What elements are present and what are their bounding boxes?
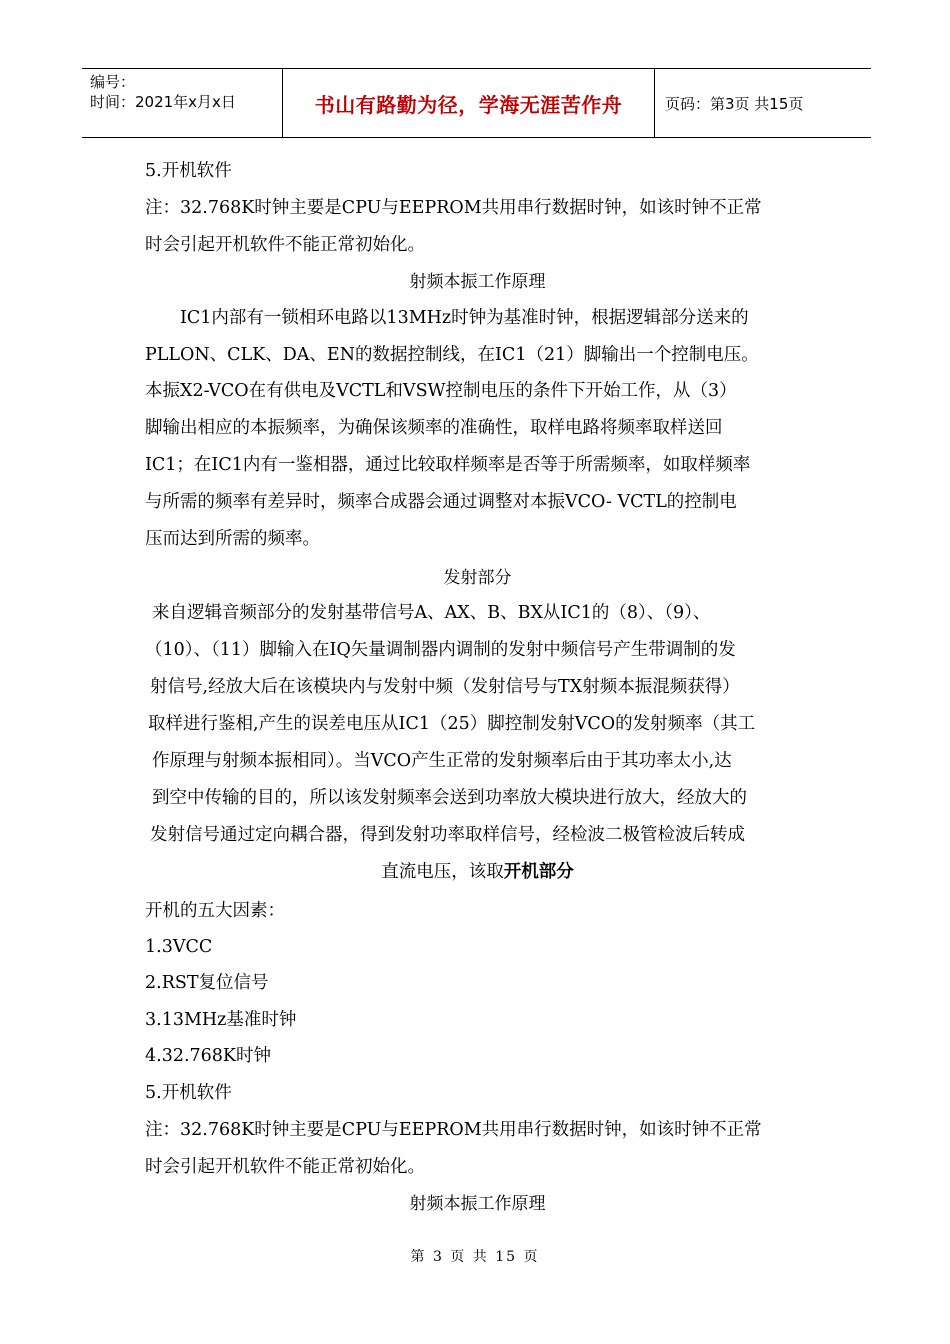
paragraph-line xyxy=(145,854,810,890)
page-footer: 第 3 页 共 15 页 xyxy=(410,1249,540,1265)
paragraph-line: 发射信号通过定向耦合器，得到发射功率取样信号，经检波二极管检波后转成 xyxy=(150,825,745,845)
paragraph-line: 开机的五大因素： xyxy=(145,901,285,921)
list-item: 5.开机软件 xyxy=(145,161,232,181)
paragraph-line: 射信号,经放大后在该模块内与发射中频（发射信号与TX射频本振混频获得） xyxy=(150,677,740,697)
section-heading-tx: 发射部分 xyxy=(443,568,512,588)
paragraph-line: IC1内部有一锁相环电路以13MHz时钟为基准时钟，根据逻辑部分送来的 xyxy=(180,308,749,328)
note-line: 注：32.768K时钟主要是CPU与EEPROM共用串行数据时钟，如该时钟不正常 xyxy=(145,198,762,218)
inline-heading-boot: 开机部分 xyxy=(503,862,574,882)
paragraph-line: （10）、（11）脚输入在IQ矢量调制器内调制的发射中频信号产生带调制的发 xyxy=(145,640,736,660)
text-plain: 直流电压，该取 xyxy=(381,862,504,882)
list-item: 1.3VCC xyxy=(145,937,213,957)
header-meta xyxy=(82,69,282,137)
paragraph-line: 压而达到所需的频率。 xyxy=(145,529,320,549)
paragraph-line: 本振X2-VCO在有供电及VCTL和VSW控制电压的条件下开始工作，从（3） xyxy=(145,381,737,401)
paragraph-line: 到空中传输的目的，所以该发射频率会送到功率放大模块进行放大，经放大的 xyxy=(152,788,747,808)
header-page-info: 页码：第3页 共15页 xyxy=(665,94,804,113)
paragraph-line: 脚输出相应的本振频率，为确保该频率的准确性，取样电路将频率取样送回 xyxy=(145,418,723,438)
note-line: 注：32.768K时钟主要是CPU与EEPROM共用串行数据时钟，如该时钟不正常 xyxy=(145,1120,762,1140)
paragraph-line: 作原理与射频本振相同）。当VCO产生正常的发射频率后由于其功率太小,达 xyxy=(152,751,732,771)
header-number: 编号： xyxy=(90,73,136,91)
list-item: 4.32.768K时钟 xyxy=(145,1046,272,1066)
list-item: 5.开机软件 xyxy=(145,1083,232,1103)
paragraph-line: 与所需的频率有差异时，频率合成器会通过调整对本振VCO- VCTL的控制电 xyxy=(145,492,737,512)
paragraph-line: IC1；在IC1内有一鉴相器，通过比较取样频率是否等于所需频率，如取样频率 xyxy=(145,455,751,475)
section-heading-rf: 射频本振工作原理 xyxy=(409,272,546,292)
list-item: 3.13MHz基准时钟 xyxy=(145,1010,297,1030)
paragraph-line: 取样进行鉴相,产生的误差电压从IC1（25）脚控制发射VCO的发射频率（其工 xyxy=(148,714,756,734)
header-motto: 书山有路勤为径，学海无涯苦作舟 xyxy=(282,69,655,137)
paragraph-line: 来自逻辑音频部分的发射基带信号A、AX、B、BX从IC1的（8）、（9）、 xyxy=(152,603,711,623)
list-item: 2.RST复位信号 xyxy=(145,973,269,993)
note-line: 时会引起开机软件不能正常初始化。 xyxy=(145,1157,425,1177)
header-time: 时间：2021年x月x日 xyxy=(90,93,236,111)
paragraph-line: PLLON、CLK、DA、EN的数据控制线，在IC1（21）脚输出一个控制电压。 xyxy=(145,345,759,365)
note-line: 时会引起开机软件不能正常初始化。 xyxy=(145,235,425,255)
section-heading-rf-2: 射频本振工作原理 xyxy=(409,1194,546,1214)
page-header xyxy=(82,68,871,138)
